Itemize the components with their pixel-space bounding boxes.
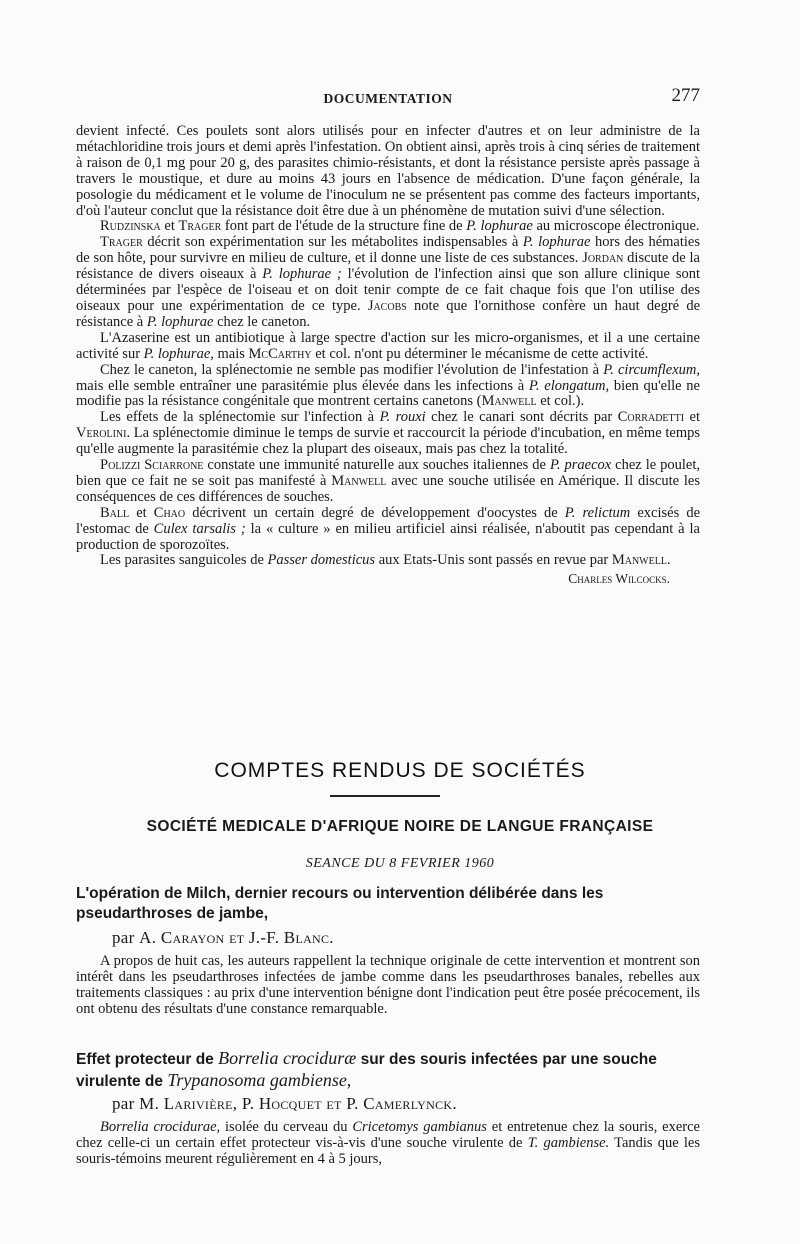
species-name: Borrelia crociduræ bbox=[218, 1048, 357, 1068]
text-run: mais elle semble entraîner une parasitémie plus élevée dans les infections à bbox=[76, 377, 529, 394]
text-run: aux Etats-Unis sont passés en revue par bbox=[375, 552, 612, 569]
species-name: P. lophurae, bbox=[143, 345, 214, 362]
authors-prefix: par bbox=[112, 928, 140, 947]
species-name: Passer domesticus bbox=[267, 552, 376, 569]
authors-names: M. Larivière, P. Hocquet et P. Camerlynck. bbox=[139, 1094, 457, 1113]
running-header bbox=[76, 85, 700, 110]
species-name: P. lophurae bbox=[466, 218, 533, 235]
page-number: 277 bbox=[671, 85, 700, 106]
abstract-paragraph bbox=[76, 1120, 700, 1168]
running-title: DOCUMENTATION bbox=[323, 91, 453, 106]
text-run: au microscope électronique. bbox=[532, 218, 700, 235]
text-run: et bbox=[684, 409, 701, 426]
text-run: L'Azaserine est un antibiotique à large spectre d'action sur les micro-organismes, et il a une certaine activité sur bbox=[76, 329, 700, 362]
text-run: isolée du cerveau du bbox=[220, 1119, 353, 1135]
author-name: Verolini bbox=[76, 425, 127, 442]
paragraph bbox=[76, 235, 700, 330]
article-title bbox=[76, 1048, 700, 1092]
species-name: Borrelia crocidurae, bbox=[100, 1119, 221, 1135]
species-name: P. lophurae ; bbox=[262, 266, 342, 283]
species-name: P. lophurae bbox=[522, 234, 591, 251]
author-name: Jacobs bbox=[367, 297, 407, 314]
text-run: . bbox=[666, 552, 671, 569]
text-run: et col. n'ont pu déterminer le mécanisme de cette activité. bbox=[311, 345, 649, 362]
species-name: Trypanosoma gambiense, bbox=[167, 1070, 352, 1090]
paragraph bbox=[76, 219, 700, 235]
author-name: Manwell bbox=[331, 472, 387, 489]
author-name: Trager bbox=[100, 234, 143, 251]
text-run: . La splénectomie diminue le temps de survie et raccourcit la période d'incubation, en même temps qu'elle augmente la parasitémie chez la plupart des oiseaux, mais pas chez la totalité. bbox=[76, 425, 700, 458]
author-name: McCarthy bbox=[248, 345, 312, 362]
body-text bbox=[76, 124, 700, 587]
paragraph bbox=[76, 331, 700, 363]
abstract-paragraph: A propos de huit cas, les auteurs rappellent la technique originale de cette intervention et montrent son intérêt dans les pseudarthroses infectées de jambe comme dans les pseudarthroses banales, rebelles aux traitements classiques : au prix d'une intervention bénigne dont l'indication peut être posée précocement, ils ont obtenu des résultats d'une constance remarquable. bbox=[76, 953, 700, 1017]
species-name: P. relictum bbox=[564, 504, 631, 521]
article-authors bbox=[112, 1094, 457, 1114]
species-name: P. circumflexum, bbox=[603, 361, 700, 378]
author-name: Corradetti bbox=[617, 409, 685, 426]
text-run: décrit son expérimentation sur les métabolites indispensables à bbox=[142, 234, 523, 251]
species-name: T. gambiense. bbox=[527, 1134, 610, 1151]
article-abstract bbox=[76, 1120, 700, 1168]
article-title: L'opération de Milch, dernier recours ou intervention délibérée dans les pseudarthroses de jambe, bbox=[76, 885, 604, 922]
seance-date: SEANCE DU 8 FEVRIER 1960 bbox=[305, 856, 495, 871]
text-run: constate une immunité naturelle aux souches italiennes de bbox=[203, 457, 550, 474]
text-run: Chez le caneton, la splénectomie ne semble pas modifier l'évolution de l'infestation à bbox=[100, 361, 604, 378]
text-run: hors des hématies de son hôte, pour survivre en milieu de culture, et il donne une liste de ces substances. bbox=[76, 234, 700, 267]
text-run: bien qu'elle ne modifie pas la résistance congénitale que montrent certains canetons ( bbox=[76, 377, 700, 410]
section-divider bbox=[330, 795, 440, 797]
paragraph bbox=[76, 553, 700, 569]
text-run: Les parasites sanguicoles de bbox=[100, 552, 268, 569]
author-name: Polizzi Sciarrone bbox=[100, 457, 204, 474]
author-name: Trager bbox=[178, 218, 222, 235]
text-run: et entretenue chez la souris, exerce chez celle-ci un certain effet protecteur vis-à-vis d'une souche virulente de bbox=[76, 1119, 700, 1151]
section-title: COMPTES RENDUS DE SOCIÉTÉS bbox=[214, 759, 586, 782]
author-name: Ball bbox=[100, 504, 130, 521]
species-name: P. elongatum, bbox=[528, 377, 610, 394]
text-run: sur des souris infectées par une souche virulente de bbox=[76, 1051, 657, 1090]
text-run: décrivent un certain degré de développement d'oocystes de bbox=[185, 504, 565, 521]
species-name: Cricetomys gambianus bbox=[352, 1119, 487, 1135]
text-run: note que l'ornithose confère un haut degré de résistance à bbox=[76, 297, 700, 330]
paragraph: devient infecté. Ces poulets sont alors utilisés pour en infecter d'autres et on leur administre de la métachloridine trois jours et demi après l'infestation. On obtient ainsi, après trois à cinq séries de traitement à raison de 0,1 mg pour 20 g, des parasites chimio-résistants, et dont la résistance persiste après passage à travers le moustique, et dure au moins 43 jours en l'absence de médication. D'une façon générale, la posologie du médicament et le volume de l'inoculum ne se présentent pas comme des facteurs importants, d'où l'auteur conclut que la résistance doit être due à un phénomène de mutation suivi d'une sélection. bbox=[76, 123, 700, 219]
text-run: Tandis que les souris-témoins meurent régulièrement en 4 à 5 jours, bbox=[76, 1134, 700, 1167]
text-run: et col.). bbox=[536, 393, 585, 410]
species-name: Culex tarsalis ; bbox=[153, 520, 246, 537]
text-run: et bbox=[129, 504, 154, 521]
paragraph bbox=[76, 458, 700, 506]
text-run: chez le poulet, bien que ce fait ne se soit pas manifesté à bbox=[76, 457, 700, 489]
author-name: Chao bbox=[153, 504, 186, 521]
text-run: discute de la résistance de divers oiseaux à bbox=[76, 250, 700, 283]
text-run: Effet protecteur de bbox=[76, 1051, 219, 1068]
text-run: chez le canari sont décrits par bbox=[425, 409, 618, 426]
species-name: P. lophurae bbox=[146, 313, 214, 330]
text-run: chez le caneton. bbox=[213, 313, 311, 330]
authors-names: A. Carayon et J.-F. Blanc. bbox=[139, 928, 334, 947]
text-run: l'évolution de l'infection ainsi que son allure clinique sont déterminées par l'espèce de l'oiseau et on doit tenir compte de ce fait chaque fois que l'on utilise des oiseaux pour une expérimentation de ce type. bbox=[76, 266, 700, 314]
text-run: Les effets de la splénectomie sur l'infection à bbox=[100, 409, 380, 426]
authors-prefix: par bbox=[112, 1094, 140, 1113]
paragraph bbox=[76, 410, 700, 458]
text-run: la « culture » en milieu artificiel ainsi réalisée, n'aboutit pas cependant à la production de sporozoïtes. bbox=[76, 520, 700, 553]
article-abstract bbox=[76, 954, 700, 1018]
society-name: SOCIÉTÉ MEDICALE D'AFRIQUE NOIRE DE LANGUE FRANÇAISE bbox=[146, 818, 654, 835]
author-name: Jordan bbox=[582, 250, 624, 267]
text-run: et bbox=[160, 218, 179, 235]
text-run: excisés de l'estomac de bbox=[76, 504, 701, 537]
text-run: mais bbox=[213, 345, 249, 362]
author-name: Rudzinska bbox=[100, 218, 161, 235]
author-name: Manwell bbox=[481, 393, 537, 410]
article-authors bbox=[112, 928, 334, 948]
text-run: font part de l'étude de la structure fine de bbox=[221, 218, 467, 235]
species-name: P. praecox bbox=[549, 457, 612, 474]
paragraph bbox=[76, 506, 700, 554]
author-name: Manwell bbox=[611, 552, 667, 569]
paragraph bbox=[76, 363, 700, 411]
species-name: P. rouxi bbox=[379, 409, 426, 426]
signature: Charles Wilcocks. bbox=[568, 571, 670, 587]
text-run: avec une souche utilisée en Amérique. Il discute les conséquences de ces différences de souches. bbox=[76, 472, 700, 505]
